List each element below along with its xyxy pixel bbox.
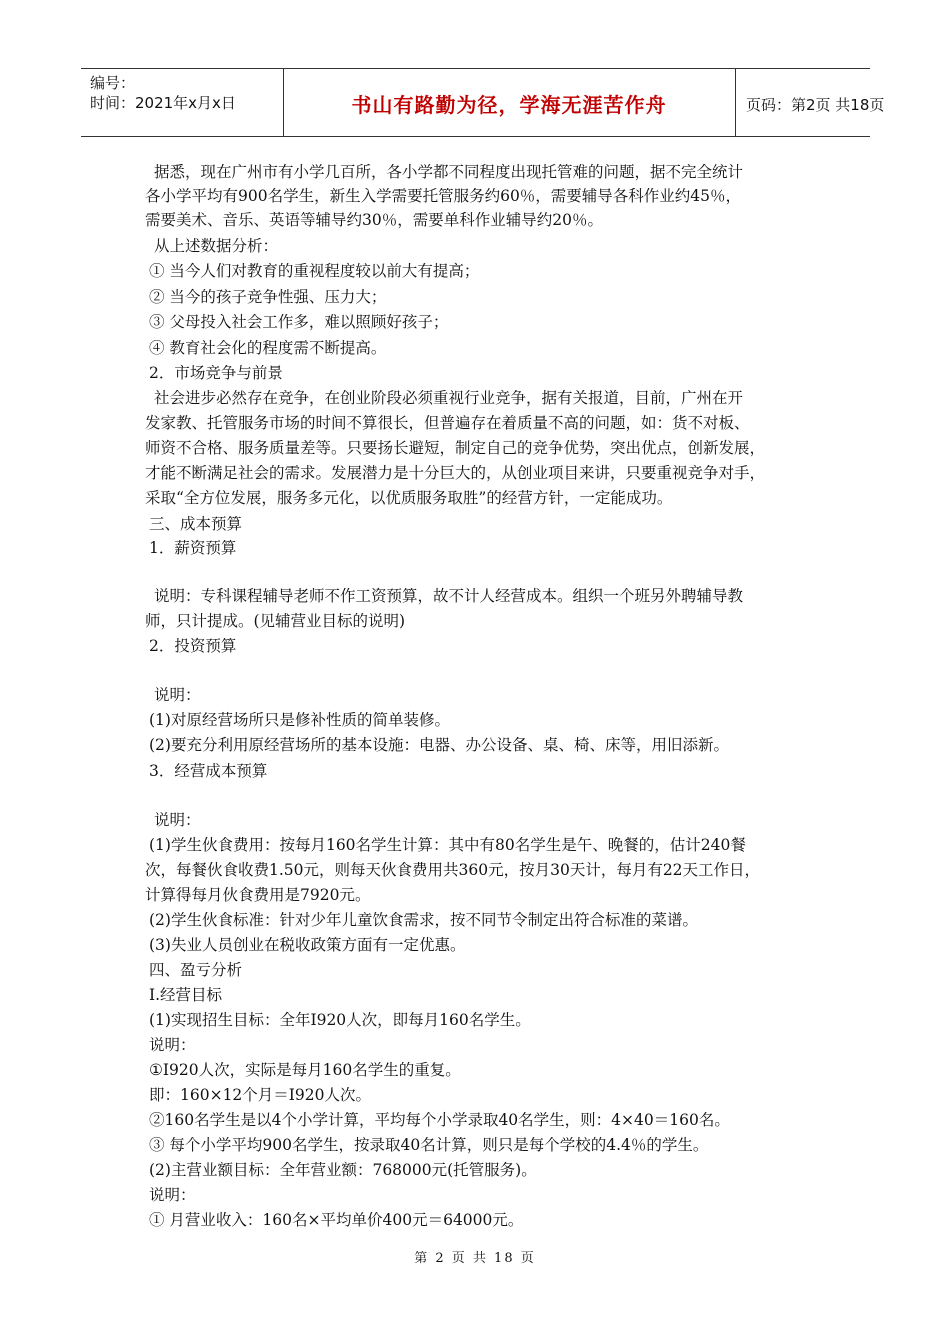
list-item: ① 月营业收入：160名×平均单价400元＝64000元。 (149, 1211, 524, 1229)
list-item: (1)学生伙食费用：按每月160名学生计算：其中有80名学生是午、晚餐的，估计240餐 (149, 836, 746, 854)
list-item: (2)要充分利用原经营场所的基本设施：电器、办公设备、桌、椅、床等，用旧添新。 (149, 736, 729, 754)
document-date-label: 时间：2021年x月x日 (90, 94, 236, 112)
paragraph-line: 说明： (154, 811, 201, 829)
list-item: ② 当今的孩子竞争性强、压力大； (149, 288, 387, 306)
section-heading: 1．薪资预算 (149, 539, 237, 557)
paragraph-line: 说明： (149, 1036, 196, 1054)
list-item: ②160名学生是以4个小学计算，平均每个小学录取40名学生，则：4×40＝160名。 (149, 1111, 730, 1129)
header-motto: 书山有路勤为径，学海无涯苦作舟 (351, 93, 667, 117)
paragraph-line: 即：160×12个月＝I920人次。 (149, 1086, 372, 1104)
paragraph-line: 各小学平均有900名学生，新生入学需要托管服务约60％，需要辅导各科作业约45％， (145, 187, 742, 205)
paragraph-line: 次，每餐伙食收费1.50元，则每天伙食费用共360元，按月30天计，每月有22天工作日， (145, 861, 761, 879)
header-meta-cell (81, 69, 284, 136)
header-page-number: 页码：第2页 共18页 (746, 96, 885, 114)
paragraph-line: 据悉，现在广州市有小学几百所，各小学都不同程度出现托管难的问题，据不完全统计 (154, 163, 744, 181)
section-heading: 2．市场竞争与前景 (149, 364, 283, 382)
paragraph-line: 说明： (154, 686, 201, 704)
list-item: ③ 每个小学平均900名学生，按录取40名计算，则只是每个学校的4.4％的学生。 (149, 1136, 709, 1154)
paragraph-line: 社会进步必然存在竞争，在创业阶段必须重视行业竞争，据有关报道，目前，广州在开 (154, 389, 744, 407)
page-footer: 第 2 页 共 18 页 (414, 1251, 536, 1266)
list-item: ③ 父母投入社会工作多，难以照顾好孩子； (149, 313, 449, 331)
paragraph-line: 说明：专科课程辅导老师不作工资预算，故不计人经营成本。组织一个班另外聘辅导教 (154, 587, 744, 605)
section-heading: I.经营目标 (149, 986, 223, 1004)
paragraph-line: 才能不断满足社会的需求。发展潜力是十分巨大的，从创业项目来讲，只要重视竞争对手， (145, 464, 766, 482)
section-heading: 2．投资预算 (149, 637, 237, 655)
document-number-label: 编号： (90, 74, 136, 92)
paragraph-line: 师，只计提成。(见辅营业目标的说明) (145, 612, 406, 630)
paragraph-line: 计算得每月伙食费用是7920元。 (145, 886, 371, 904)
list-item: (2)学生伙食标准：针对少年儿童饮食需求，按不同节令制定出符合标准的菜谱。 (149, 911, 698, 929)
paragraph-line: 从上述数据分析： (154, 237, 279, 255)
page-header (81, 68, 885, 137)
section-heading: 3．经营成本预算 (149, 762, 268, 780)
paragraph-line: 师资不合格、服务质量差等。只要扬长避短，制定自己的竞争优势，突出优点，创新发展， (145, 439, 766, 457)
list-item: (2)主营业额目标：全年营业额：768000元(托管服务)。 (149, 1161, 537, 1179)
header-motto-cell (283, 69, 736, 136)
header-page-cell (735, 69, 885, 136)
list-item: ① 当今人们对教育的重视程度较以前大有提高； (149, 262, 480, 280)
list-item: (1)对原经营场所只是修补性质的简单装修。 (149, 711, 450, 729)
list-item: (3)失业人员创业在税收政策方面有一定优惠。 (149, 936, 466, 954)
paragraph-line: 说明： (149, 1186, 196, 1204)
section-heading: 三、成本预算 (149, 515, 243, 533)
paragraph-line: 需要美术、音乐、英语等辅导约30％，需要单科作业辅导约20％。 (145, 211, 603, 229)
paragraph-line: 发家教、托管服务市场的时间不算很长，但普遍存在着质量不高的问题，如：货不对板、 (145, 414, 750, 432)
list-item: ④ 教育社会化的程度需不断提高。 (149, 339, 387, 357)
paragraph-line: 采取“全方位发展，服务多元化，以优质服务取胜”的经营方针，一定能成功。 (145, 489, 673, 507)
list-item: (1)实现招生目标：全年I920人次，即每月160名学生。 (149, 1011, 531, 1029)
list-item: ①I920人次，实际是每月160名学生的重复。 (149, 1061, 461, 1079)
section-heading: 四、盈亏分析 (149, 961, 243, 979)
